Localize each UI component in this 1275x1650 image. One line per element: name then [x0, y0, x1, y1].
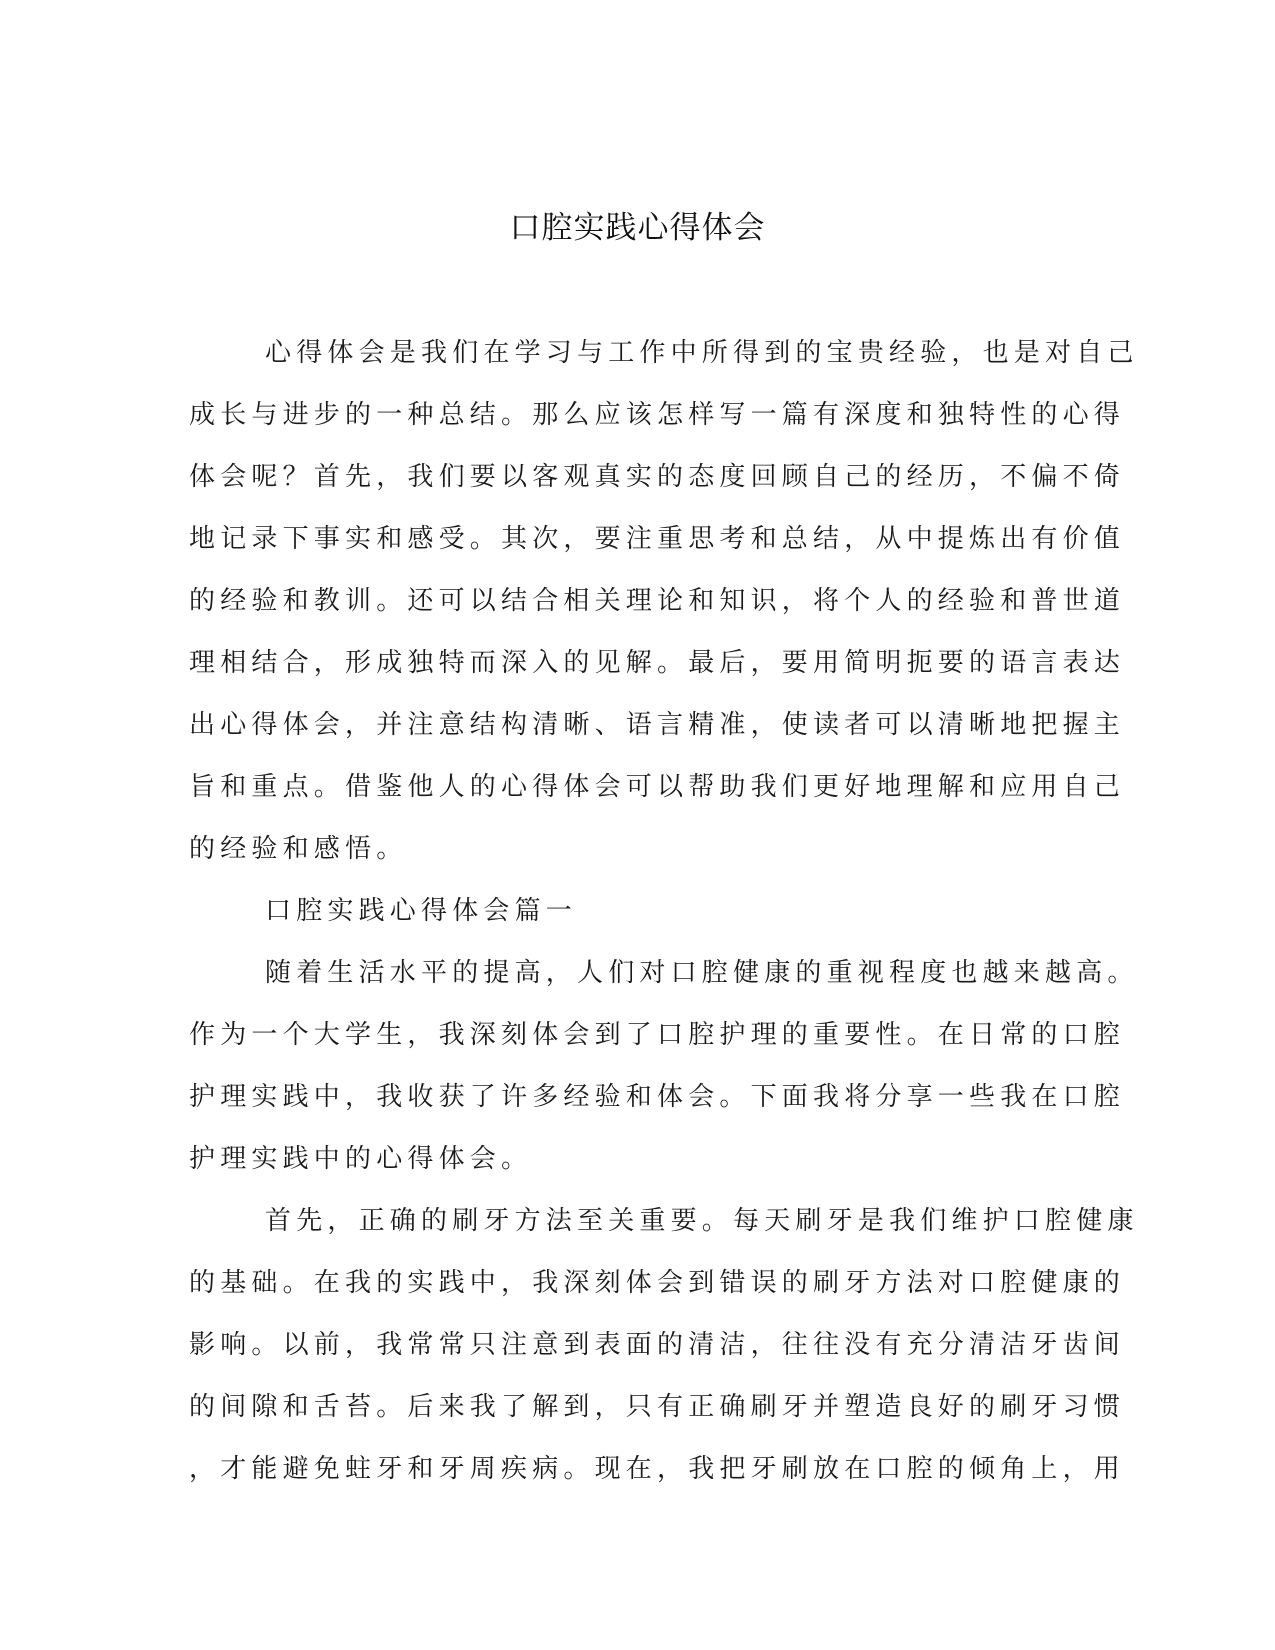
page-title: 口腔实践心得体会: [509, 210, 766, 246]
paragraph-line: ，才能避免蛀牙和牙周疾病。现在，我把牙刷放在口腔的倾角上，用: [189, 1454, 1126, 1484]
paragraph-line: 地记录下事实和感受。其次，要注重思考和总结，从中提炼出有价值: [189, 524, 1126, 554]
paragraph-line: 作为一个大学生，我深刻体会到了口腔护理的重要性。在日常的口腔: [189, 1020, 1126, 1050]
paragraph-line: 的经验和教训。还可以结合相关理论和知识，将个人的经验和普世道: [189, 586, 1126, 616]
paragraph-line: 体会呢？首先，我们要以客观真实的态度回顾自己的经历，不偏不倚: [189, 462, 1126, 492]
paragraph-line: 首先，正确的刷牙方法至关重要。每天刷牙是我们维护口腔健康: [265, 1206, 1139, 1236]
document-body: [189, 322, 1139, 1500]
paragraph-line: 的间隙和舌苔。后来我了解到，只有正确刷牙并塑造良好的刷牙习惯: [189, 1392, 1126, 1422]
paragraph-line: 影响。以前，我常常只注意到表面的清洁，往往没有充分清洁牙齿间: [189, 1330, 1126, 1360]
paragraph-line: 护理实践中的心得体会。: [189, 1144, 533, 1174]
paragraph-line: 理相结合，形成独特而深入的见解。最后，要用简明扼要的语言表达: [189, 648, 1126, 678]
paragraph-line: 随着生活水平的提高，人们对口腔健康的重视程度也越来越高。: [265, 958, 1139, 988]
paragraph-line: 成长与进步的一种总结。那么应该怎样写一篇有深度和独特性的心得: [189, 400, 1126, 430]
paragraph-line: 旨和重点。借鉴他人的心得体会可以帮助我们更好地理解和应用自己: [189, 772, 1126, 802]
paragraph-line: 的基础。在我的实践中，我深刻体会到错误的刷牙方法对口腔健康的: [189, 1268, 1126, 1298]
paragraph-line: 出心得体会，并注意结构清晰、语言精准，使读者可以清晰地把握主: [189, 710, 1126, 740]
paragraph-line: 护理实践中，我收获了许多经验和体会。下面我将分享一些我在口腔: [189, 1082, 1126, 1112]
paragraph-line: 的经验和感悟。: [189, 834, 408, 864]
section-heading: 口腔实践心得体会篇一: [265, 896, 578, 926]
paragraph-line: 心得体会是我们在学习与工作中所得到的宝贵经验，也是对自己: [265, 338, 1139, 368]
